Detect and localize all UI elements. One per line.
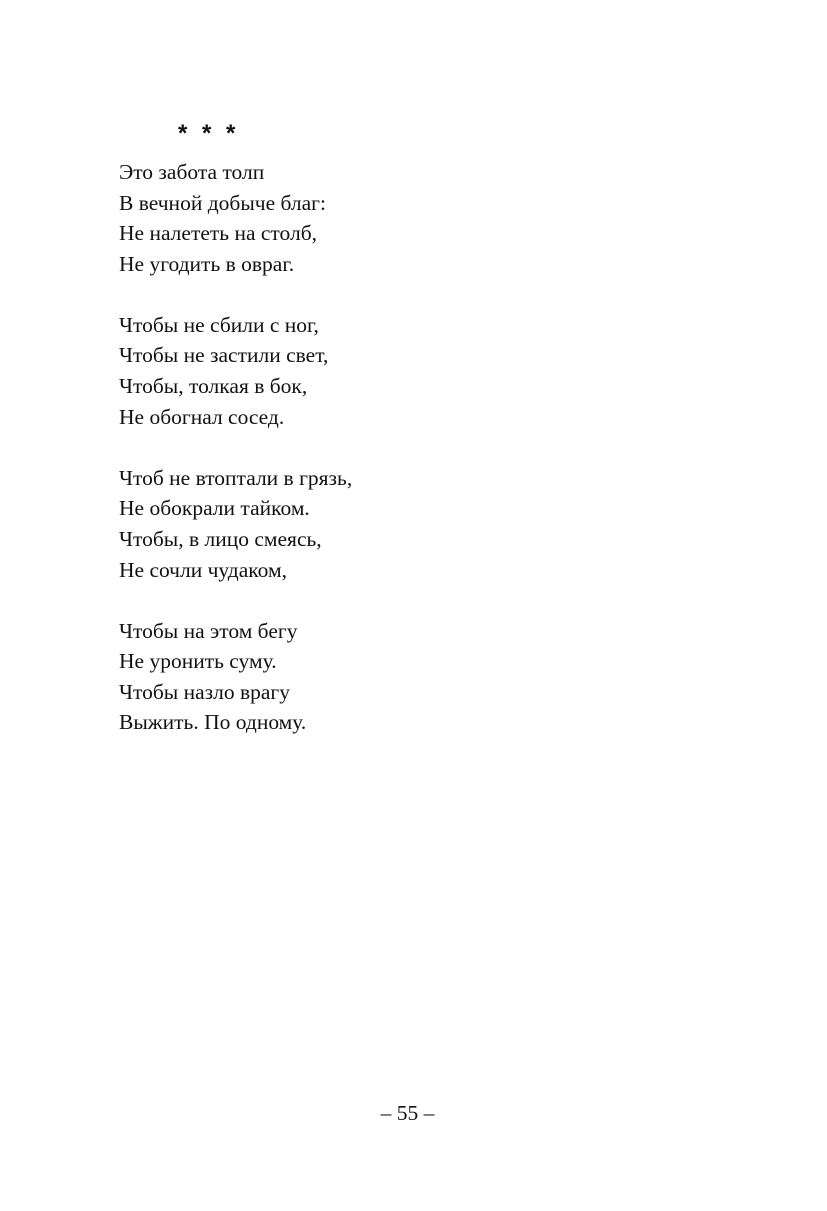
poem-line: Не налететь на столб,	[119, 221, 318, 246]
poem-line: Чтобы, в лицо смеясь,	[119, 526, 322, 551]
section-separator: * * *	[178, 120, 240, 147]
poem-line: Чтобы, толкая в бок,	[119, 374, 308, 399]
poem-line: Не уронить суму.	[119, 649, 277, 674]
poem-line: Чтобы назло врагу	[119, 679, 291, 704]
stanza-3	[119, 463, 719, 585]
poem-line: Не обокрали тайком.	[119, 496, 310, 521]
stanza-4	[119, 616, 719, 738]
poem-line: Не сочли чудаком,	[119, 557, 287, 582]
poem-line: Не угодить в овраг.	[119, 251, 295, 276]
poem-line: Чтобы не сбили с ног,	[119, 312, 319, 337]
poem-line: Чтобы на этом бегу	[119, 618, 298, 643]
poem-line: В вечной добыче благ:	[119, 190, 326, 215]
poem-line: Чтобы не застили свет,	[119, 343, 329, 368]
poem	[119, 157, 719, 769]
poem-line: Это забота толп	[119, 160, 265, 184]
stanza-2	[119, 310, 719, 432]
page-number: – 55 –	[380, 1101, 435, 1125]
stanza-1	[119, 157, 719, 279]
poem-line: Не обогнал сосед.	[119, 404, 285, 429]
poem-line: Выжить. По одному.	[119, 710, 307, 735]
poem-line: Чтоб не втоптали в грязь,	[119, 465, 353, 490]
